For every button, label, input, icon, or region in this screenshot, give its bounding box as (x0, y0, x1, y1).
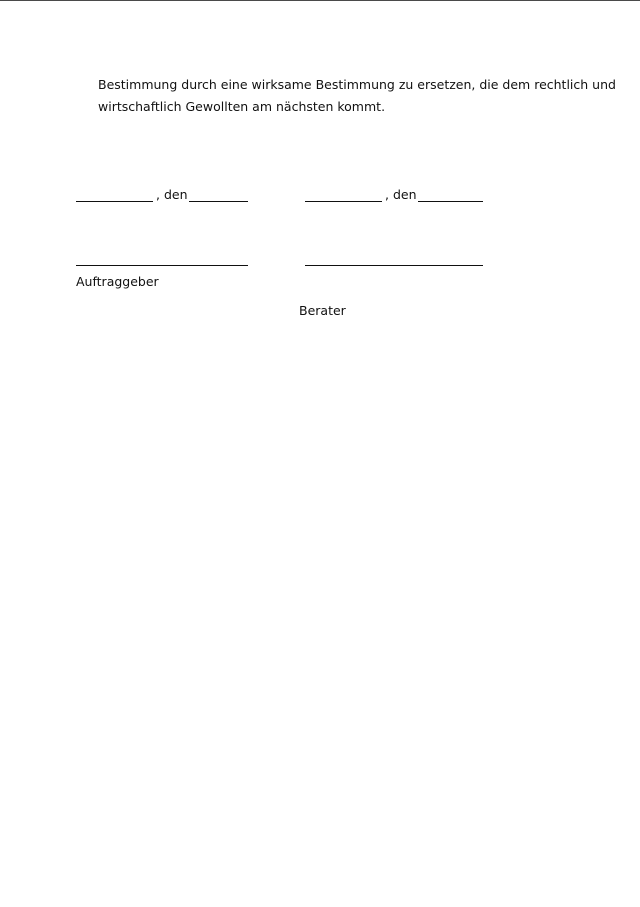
paragraph-line-2: wirtschaftlich Gewollten am nächsten kommt. (98, 99, 386, 114)
left-place-blank (76, 201, 153, 202)
right-date-blank (418, 201, 483, 202)
page-top-border (0, 0, 640, 1)
client-label: Auftraggeber (76, 274, 159, 289)
right-date-connector: , den (385, 187, 417, 202)
consultant-label: Berater (299, 303, 346, 318)
paragraph-line-1: Bestimmung durch eine wirksame Bestimmung zu ersetzen, die dem rechtlich und (98, 77, 616, 92)
left-date-connector: , den (156, 187, 188, 202)
left-date-blank (189, 201, 248, 202)
right-signature-line (305, 265, 483, 266)
left-signature-line (76, 265, 248, 266)
right-place-blank (305, 201, 382, 202)
